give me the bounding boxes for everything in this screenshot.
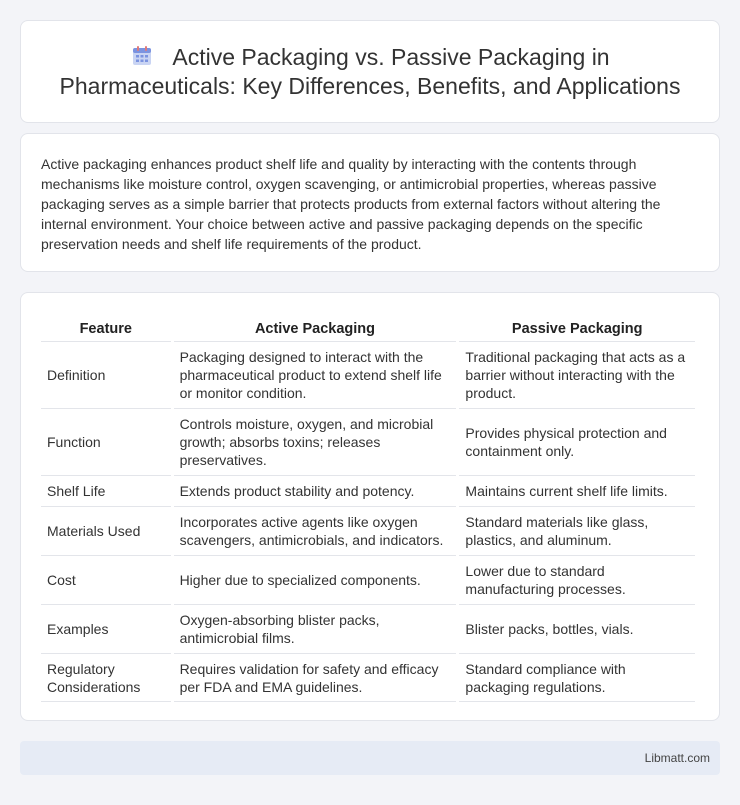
passive-cell: Maintains current shelf life limits. [459, 475, 695, 506]
comparison-table [38, 311, 698, 702]
active-cell: Requires validation for safety and efficacy per FDA and EMA guidelines. [174, 653, 457, 702]
feature-cell: Regulatory Considerations [41, 653, 171, 702]
table-row [41, 555, 695, 604]
table-row [41, 506, 695, 555]
table-header-row [41, 311, 695, 341]
footer-brand-link[interactable]: Libmatt.com [644, 751, 710, 765]
passive-cell: Provides physical protection and containment only. [459, 408, 695, 475]
active-cell: Incorporates active agents like oxygen scavengers, antimicrobials, and indicators. [174, 506, 457, 555]
comparison-table-card [20, 292, 720, 721]
table-row [41, 653, 695, 702]
header-passive-packaging: Passive Packaging [511, 321, 643, 337]
active-cell: Packaging designed to interact with the pharmaceutical product to extend shelf life or monitor condition. [174, 341, 457, 408]
title-card [20, 20, 720, 123]
active-cell: Higher due to specialized components. [174, 555, 457, 604]
table-row [41, 604, 695, 653]
page-title-wrap [45, 43, 695, 101]
page-title: Active Packaging vs. Passive Packaging in Pharmaceuticals: Key Differences, Benefits, and Applications [59, 43, 681, 99]
footer-bar [20, 741, 720, 775]
calendar-icon [130, 44, 154, 68]
feature-cell: Shelf Life [41, 475, 171, 506]
passive-cell: Standard compliance with packaging regulations. [459, 653, 695, 702]
feature-cell: Definition [41, 341, 171, 408]
table-row [41, 341, 695, 408]
passive-cell: Blister packs, bottles, vials. [459, 604, 695, 653]
table-row [41, 475, 695, 506]
passive-cell: Lower due to standard manufacturing processes. [459, 555, 695, 604]
header-active-packaging: Active Packaging [254, 321, 376, 337]
table-row [41, 408, 695, 475]
feature-cell: Materials Used [41, 506, 171, 555]
feature-cell: Function [41, 408, 171, 475]
header-feature: Feature [79, 321, 132, 337]
feature-cell: Examples [41, 604, 171, 653]
passive-cell: Traditional packaging that acts as a barrier without interacting with the product. [459, 341, 695, 408]
active-cell: Controls moisture, oxygen, and microbial growth; absorbs toxins; releases preservatives. [174, 408, 457, 475]
active-cell: Extends product stability and potency. [174, 475, 457, 506]
passive-cell: Standard materials like glass, plastics, and aluminum. [459, 506, 695, 555]
intro-card [20, 133, 720, 272]
intro-paragraph: Active packaging enhances product shelf life and quality by interacting with the contents through mechanisms like moisture control, oxygen scavenging, or antimicrobial properties, whereas passive packaging serves as a simple barrier that protects products from external factors without altering the internal environment. Your choice between active and passive packaging depends on the specific preservation needs and shelf life requirements of the product. [41, 156, 661, 252]
feature-cell: Cost [41, 555, 171, 604]
active-cell: Oxygen-absorbing blister packs, antimicrobial films. [174, 604, 457, 653]
